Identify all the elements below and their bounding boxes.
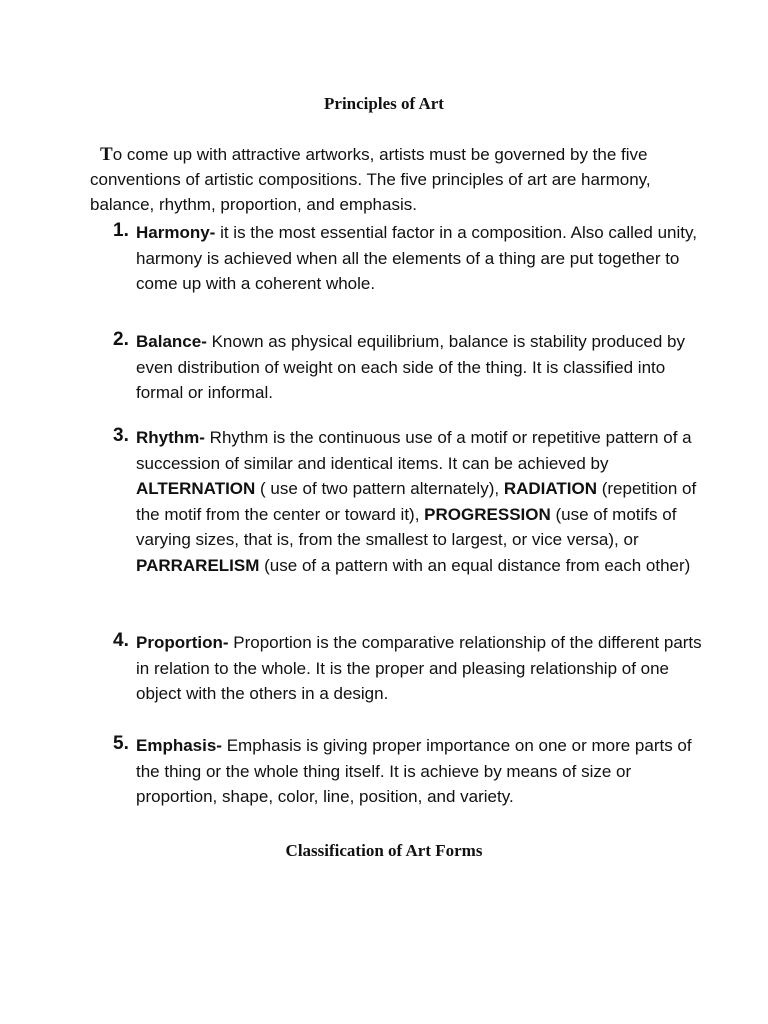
item-text: Proportion is the comparative relationship of the different parts in relation to the whole. It is the proper and pleasing relationship of one object with the others in a design. <box>136 633 702 703</box>
list-item-balance <box>113 329 703 406</box>
item-text: it is the most essential factor in a composition. Also called unity, harmony is achieved when all the elements of a thing are put together to come up with a coherent whole. <box>136 223 697 293</box>
item-term: Proportion- <box>136 633 229 652</box>
item-term: Rhythm- <box>136 428 205 447</box>
list-item-proportion <box>113 630 703 707</box>
intro-paragraph <box>90 142 690 217</box>
item-text: (repetition of the motif from the center or toward it), <box>136 479 697 524</box>
list-item-harmony <box>113 220 703 297</box>
item-number: 1. <box>113 220 129 241</box>
item-term: Harmony- <box>136 223 216 242</box>
page-title: Principles of Art <box>324 94 444 113</box>
section-heading: Classification of Art Forms <box>285 841 483 860</box>
item-text: Rhythm is the continuous use of a motif or repetitive pattern of a succession of similar and identical items. It can be achieved by <box>136 428 692 473</box>
item-number: 3. <box>113 425 129 446</box>
list-item-rhythm <box>113 425 703 578</box>
keyword-radiation: RADIATION <box>503 479 598 498</box>
keyword-parrarelism: PARRARELISM <box>136 555 260 575</box>
item-text: (use of motifs of varying sizes, that is, from the smallest to largest, or vice versa), or <box>136 504 677 549</box>
item-text: ( use of two pattern alternately), <box>255 479 504 498</box>
item-text: Emphasis is giving proper importance on one or more parts of the thing or the whole thing itself. It is achieve by means of size or proportion, shape, color, line, position, and variety. <box>136 736 692 806</box>
item-text: (use of a pattern with an equal distance from each other) <box>259 555 691 575</box>
keyword-alternation: ALTERNATION <box>136 479 256 498</box>
list-item-emphasis <box>113 733 703 810</box>
item-number: 5. <box>113 733 129 754</box>
drop-cap: T <box>100 144 113 165</box>
item-number: 2. <box>113 329 129 350</box>
item-term: Balance- <box>136 332 207 351</box>
keyword-progression: PROGRESSION <box>424 504 551 524</box>
item-text: Known as physical equilibrium, balance is stability produced by even distribution of weight on each side of the thing. It is classified into formal or informal. <box>136 332 686 402</box>
item-number: 4. <box>113 630 129 651</box>
intro-text: o come up with attractive artworks, artists must be governed by the five conventions of artistic compositions. The five principles of art are harmony, balance, rhythm, proportion, and emphasis. <box>90 145 651 214</box>
item-term: Emphasis- <box>136 736 222 755</box>
